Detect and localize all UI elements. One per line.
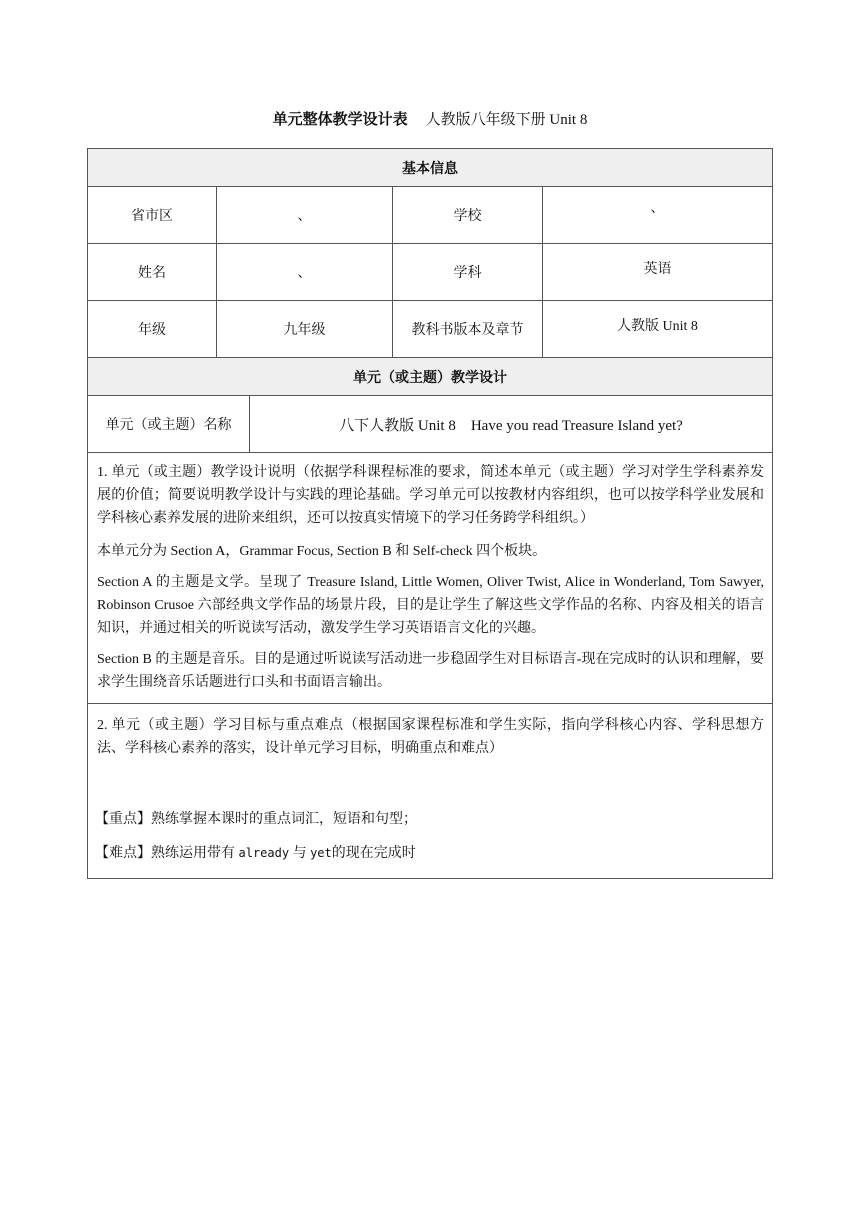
difficult-point-mid: 与 bbox=[292, 846, 307, 861]
label-subject: 学科 bbox=[393, 244, 543, 301]
design-form-table bbox=[87, 148, 773, 879]
design-description-section bbox=[88, 453, 772, 704]
design-description-heading: 1. 单元（或主题）教学设计说明（依据学科课程标准的要求，简述本单元（或主题）学习对学生学科素养发展的价值；简要说明教学设计与实践的理论基础。学习单元可以按教材内容组织，也可以按学科学业发展和学科核心素养发展的进阶来组织，还可以按真实情境下的学习任务跨学科组织。） bbox=[97, 465, 764, 526]
keyword-already: already bbox=[238, 846, 290, 860]
value-name: 、 bbox=[217, 244, 393, 301]
form-title: 单元整体教学设计表 bbox=[272, 112, 408, 128]
basic-info-header: 基本信息 bbox=[88, 149, 772, 187]
learning-goals-heading: 2. 单元（或主题）学习目标与重点难点（根据国家课程标准和学生实际，指向学科核心内容、学科思想方法、学科核心素养的落实，设计单元学习目标，明确重点和难点） bbox=[97, 718, 764, 756]
label-region: 省市区 bbox=[88, 187, 217, 244]
label-name: 姓名 bbox=[88, 244, 217, 301]
label-unit-name: 单元（或主题）名称 bbox=[88, 396, 250, 453]
difficult-point-prefix: 【难点】熟练运用带有 bbox=[95, 846, 235, 861]
value-subject: 英语 bbox=[543, 244, 772, 301]
label-school: 学校 bbox=[393, 187, 543, 244]
form-subtitle: 人教版八年级下册 Unit 8 bbox=[425, 112, 588, 128]
learning-goals-section bbox=[88, 704, 772, 878]
difficult-point-text bbox=[95, 842, 764, 865]
value-textbook: 人教版 Unit 8 bbox=[543, 301, 772, 358]
label-textbook: 教科书版本及章节 bbox=[393, 301, 543, 358]
value-school: 、 bbox=[543, 187, 772, 244]
keyword-yet: yet bbox=[310, 846, 332, 860]
document-title bbox=[0, 110, 860, 130]
value-region: 、 bbox=[217, 187, 393, 244]
section-overview-paragraph: 本单元分为 Section A，Grammar Focus, Section B 和 Self-check 四个板块。 bbox=[97, 544, 547, 559]
difficult-point-suffix: 的现在完成时 bbox=[331, 846, 416, 861]
label-grade: 年级 bbox=[88, 301, 217, 358]
value-unit-name: 八下人教版 Unit 8 Have you read Treasure Island yet? bbox=[250, 396, 772, 453]
unit-design-header: 单元（或主题）教学设计 bbox=[88, 358, 772, 396]
key-point-text: 【重点】熟练掌握本课时的重点词汇，短语和句型； bbox=[95, 812, 417, 827]
value-grade: 九年级 bbox=[217, 301, 393, 358]
section-b-paragraph: Section B 的主题是音乐。目的是通过听说读写活动进一步稳固学生对目标语言-现在完成时的认识和理解，要求学生围绕音乐话题进行口头和书面语言输出。 bbox=[97, 652, 764, 690]
section-a-paragraph: Section A 的主题是文学。呈现了 Treasure Island, Little Women, Oliver Twist, Alice in Wonderland, Tom Sawyer, Robinson Crusoe 六部经典文学作品的场景片段，目的是让学生了解这些文学作品的名称、内容及相关的语言知识，并通过相关的听说读写活动，激发学生学习英语语言文化的兴趣。 bbox=[97, 575, 764, 636]
